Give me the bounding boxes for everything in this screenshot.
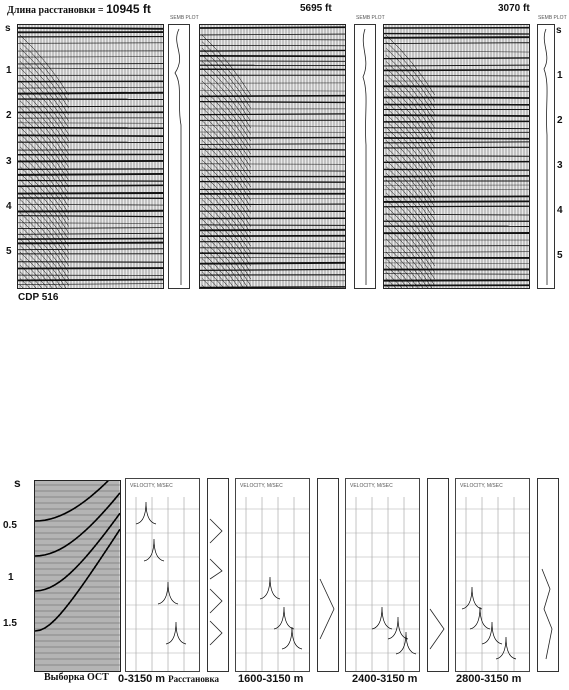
offset-title-prefix: Длина расстановки = <box>7 5 104 16</box>
offset-title <box>7 2 151 16</box>
cmp-gather <box>34 480 121 672</box>
semb-log-3 <box>427 478 449 672</box>
velocity-grid-2 <box>236 479 309 671</box>
semblance-track-3 <box>537 15 567 289</box>
time-tick-right-2: 2 <box>557 115 563 126</box>
gather-2-traces <box>200 25 345 288</box>
semb-label-1: SEMB PLOT <box>170 15 199 21</box>
range-label-1 <box>118 673 219 685</box>
time-tick-left-4: 4 <box>6 201 12 212</box>
velocity-panel-2 <box>235 478 310 672</box>
gather-1-traces <box>18 25 163 288</box>
velocity-header: VELOCITY, M/SEC <box>130 483 173 489</box>
range-value-1: 0-3150 m <box>118 673 166 685</box>
seismic-gather-3 <box>383 24 530 289</box>
range-label-4: 2800-3150 m <box>456 673 522 685</box>
range-label-3: 2400-3150 m <box>352 673 418 685</box>
semb-log-1 <box>207 478 229 672</box>
time-tick-left-1: 1 <box>6 65 12 76</box>
offset-word: Расстановка <box>168 674 220 684</box>
semblance-curve-2 <box>355 25 375 288</box>
time-tick-bottom-3: 1.5 <box>3 618 17 629</box>
range-label-2: 1600-3150 m <box>238 673 304 685</box>
semb-log-2 <box>317 478 339 672</box>
semb-label-2: SEMB PLOT <box>356 15 385 21</box>
velocity-header: VELOCITY, M/SEC <box>240 483 283 489</box>
velocity-grid-3 <box>346 479 419 671</box>
velocity-header: VELOCITY, M/SEC <box>350 483 393 489</box>
seismic-gather-2 <box>199 24 346 289</box>
time-tick-left-3: 3 <box>6 156 12 167</box>
semb-label-3: SEMB PLOT <box>538 15 567 21</box>
cmp-label: Выборка ОСТ <box>44 672 109 683</box>
time-tick-right-3: 3 <box>557 160 563 171</box>
cdp-label: CDP 516 <box>18 292 59 303</box>
time-unit-bottom: s <box>14 476 21 490</box>
time-tick-bottom-1: 0.5 <box>3 520 17 531</box>
semb-log-4 <box>537 478 559 672</box>
semblance-curve-3 <box>538 25 554 288</box>
velocity-grid-4 <box>456 479 529 671</box>
semb-log-curve-2 <box>318 479 338 671</box>
velocity-grid-1 <box>126 479 199 671</box>
offset-value-1: 10945 ft <box>106 2 151 16</box>
time-tick-right-5: 5 <box>557 250 563 261</box>
time-tick-right-1: 1 <box>557 70 563 81</box>
time-tick-bottom-2: 1 <box>8 572 14 583</box>
velocity-header: VELOCITY, M/SEC <box>460 483 503 489</box>
semb-log-curve-1 <box>208 479 228 671</box>
semb-log-curve-4 <box>538 479 558 671</box>
velocity-panel-3 <box>345 478 420 672</box>
time-unit-left: s <box>5 23 11 34</box>
time-tick-right-4: 4 <box>557 205 563 216</box>
offset-value-2: 5695 ft <box>300 3 332 14</box>
semblance-curve-1 <box>169 25 189 288</box>
gather-3-traces <box>384 25 529 288</box>
velocity-panel-4 <box>455 478 530 672</box>
semblance-track-1 <box>168 15 199 289</box>
time-tick-left-5: 5 <box>6 246 12 257</box>
semblance-track-2 <box>354 15 385 289</box>
cmp-gather-traces <box>35 481 120 671</box>
semb-log-curve-3 <box>428 479 448 671</box>
time-unit-right: s <box>556 25 562 36</box>
offset-value-3: 3070 ft <box>498 3 530 14</box>
time-tick-left-2: 2 <box>6 110 12 121</box>
seismic-gather-1 <box>17 24 164 289</box>
velocity-panel-1 <box>125 478 200 672</box>
